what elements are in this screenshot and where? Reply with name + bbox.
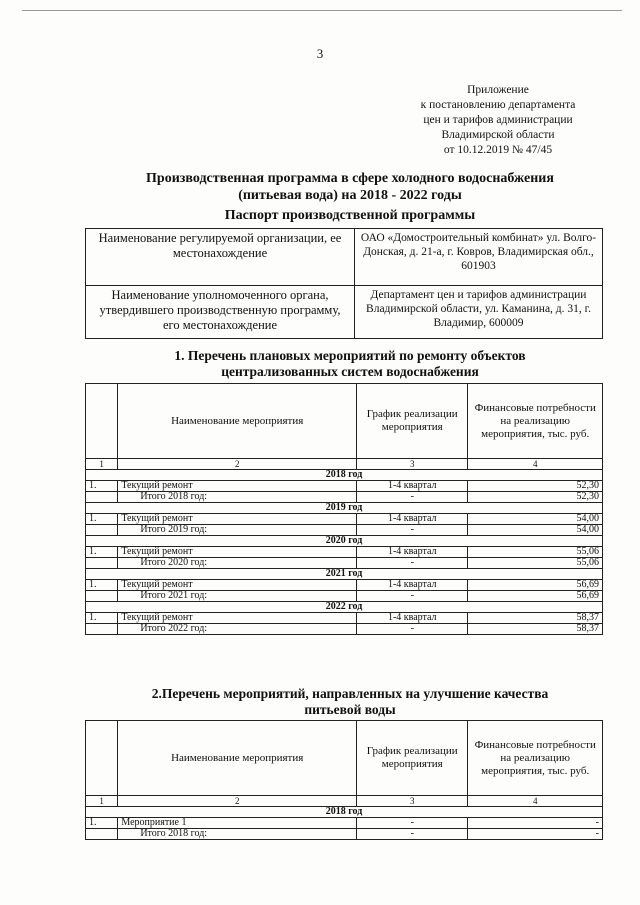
row-period: - bbox=[357, 818, 468, 829]
total-row bbox=[86, 829, 603, 840]
water-quality-table bbox=[85, 720, 603, 840]
section-title-line: питьевой воды bbox=[304, 702, 396, 717]
passport-label: Наименование уполномоченного органа, утвердившего производственную программу, его местонахождение bbox=[86, 286, 355, 339]
row-period: 1-4 квартал bbox=[357, 613, 468, 624]
header-finance: Финансовые потребности на реализацию мероприятия, тыс. руб. bbox=[468, 384, 603, 459]
repair-activities-table bbox=[85, 383, 603, 635]
total-row bbox=[86, 591, 603, 602]
total-row bbox=[86, 624, 603, 635]
total-amount: 54,00 bbox=[468, 525, 603, 536]
total-row bbox=[86, 558, 603, 569]
table-row bbox=[86, 547, 603, 558]
column-number-row bbox=[86, 796, 603, 807]
row-num: 1. bbox=[86, 481, 118, 492]
total-amount: 55,06 bbox=[468, 558, 603, 569]
total-label: Итого 2021 год: bbox=[118, 591, 357, 602]
year-label: 2022 год bbox=[86, 602, 603, 613]
table-row bbox=[86, 613, 603, 624]
appendix-line: цен и тарифов администрации bbox=[423, 114, 573, 126]
table-row bbox=[86, 514, 603, 525]
year-row bbox=[86, 536, 603, 547]
year-row bbox=[86, 807, 603, 818]
table-header-row bbox=[86, 384, 603, 459]
total-period: - bbox=[357, 591, 468, 602]
total-row bbox=[86, 492, 603, 503]
row-num: 1. bbox=[86, 613, 118, 624]
year-row bbox=[86, 503, 603, 514]
row-num: 1. bbox=[86, 514, 118, 525]
total-row bbox=[86, 525, 603, 536]
header-finance: Финансовые потребности на реализацию мероприятия, тыс. руб. bbox=[468, 721, 603, 796]
passport-row bbox=[86, 229, 603, 286]
year-label: 2019 год bbox=[86, 503, 603, 514]
total-amount: - bbox=[468, 829, 603, 840]
year-row bbox=[86, 569, 603, 580]
row-item: Текущий ремонт bbox=[118, 547, 357, 558]
passport-row bbox=[86, 286, 603, 339]
row-amount: 54,00 bbox=[468, 514, 603, 525]
row-period: 1-4 квартал bbox=[357, 580, 468, 591]
col-number: 4 bbox=[468, 459, 603, 470]
passport-title: Паспорт производственной программы bbox=[224, 208, 476, 223]
header-num bbox=[86, 721, 118, 796]
title-line: Производственная программа в сфере холодного водоснабжения bbox=[146, 171, 554, 186]
total-num bbox=[86, 525, 118, 536]
col-number: 2 bbox=[118, 796, 357, 807]
total-label: Итого 2022 год: bbox=[118, 624, 357, 635]
row-amount: 52,30 bbox=[468, 481, 603, 492]
scan-edge-line bbox=[22, 10, 622, 11]
row-num: 1. bbox=[86, 547, 118, 558]
appendix-block bbox=[398, 83, 598, 158]
year-label: 2020 год bbox=[86, 536, 603, 547]
total-num bbox=[86, 624, 118, 635]
total-amount: 58,37 bbox=[468, 624, 603, 635]
row-amount: 55,06 bbox=[468, 547, 603, 558]
table-row bbox=[86, 818, 603, 829]
col-number: 1 bbox=[86, 459, 118, 470]
row-item: Текущий ремонт bbox=[118, 580, 357, 591]
title-line: (питьевая вода) на 2018 - 2022 годы bbox=[238, 188, 462, 203]
total-num bbox=[86, 591, 118, 602]
passport-label: Наименование регулируемой организации, ее местонахождение bbox=[86, 229, 355, 286]
total-period: - bbox=[357, 525, 468, 536]
row-item: Текущий ремонт bbox=[118, 481, 357, 492]
year-label: 2021 год bbox=[86, 569, 603, 580]
table-row bbox=[86, 580, 603, 591]
passport-value: Департамент цен и тарифов администрации Владимирской области, ул. Каманина, д. 31, г. Владимир, 600009 bbox=[355, 286, 603, 339]
header-schedule: График реализации мероприятия bbox=[357, 721, 468, 796]
section-title-line: 1. Перечень плановых мероприятий по ремонту объектов bbox=[174, 348, 526, 363]
total-num bbox=[86, 558, 118, 569]
col-number: 4 bbox=[468, 796, 603, 807]
col-number: 3 bbox=[357, 796, 468, 807]
year-row bbox=[86, 470, 603, 481]
row-num: 1. bbox=[86, 580, 118, 591]
section1-title bbox=[60, 348, 640, 380]
page-number: 3 bbox=[316, 46, 324, 61]
document-title bbox=[60, 170, 640, 204]
row-item: Текущий ремонт bbox=[118, 514, 357, 525]
appendix-line: от 10.12.2019 № 47/45 bbox=[443, 144, 553, 156]
total-num bbox=[86, 492, 118, 503]
section2-title bbox=[60, 686, 640, 718]
table-header-row bbox=[86, 721, 603, 796]
passport-table bbox=[85, 228, 603, 339]
column-number-row bbox=[86, 459, 603, 470]
row-item: Текущий ремонт bbox=[118, 613, 357, 624]
row-amount: 58,37 bbox=[468, 613, 603, 624]
year-row bbox=[86, 602, 603, 613]
row-period: 1-4 квартал bbox=[357, 514, 468, 525]
appendix-line: к постановлению департамента bbox=[420, 99, 576, 111]
row-period: 1-4 квартал bbox=[357, 481, 468, 492]
row-item: Мероприятие 1 bbox=[118, 818, 357, 829]
total-period: - bbox=[357, 624, 468, 635]
total-label: Итого 2018 год: bbox=[118, 492, 357, 503]
total-period: - bbox=[357, 829, 468, 840]
section-title-line: 2.Перечень мероприятий, направленных на улучшение качества bbox=[151, 686, 549, 701]
total-amount: 56,69 bbox=[468, 591, 603, 602]
total-amount: 52,30 bbox=[468, 492, 603, 503]
col-number: 2 bbox=[118, 459, 357, 470]
total-num bbox=[86, 829, 118, 840]
row-amount: - bbox=[468, 818, 603, 829]
total-label: Итого 2018 год: bbox=[118, 829, 357, 840]
col-number: 3 bbox=[357, 459, 468, 470]
col-number: 1 bbox=[86, 796, 118, 807]
total-period: - bbox=[357, 492, 468, 503]
appendix-line: Приложение bbox=[467, 84, 529, 96]
total-label: Итого 2020 год: bbox=[118, 558, 357, 569]
total-label: Итого 2019 год: bbox=[118, 525, 357, 536]
header-schedule: График реализации мероприятия bbox=[357, 384, 468, 459]
year-label: 2018 год bbox=[86, 470, 603, 481]
year-label: 2018 год bbox=[86, 807, 603, 818]
header-name: Наименование мероприятия bbox=[118, 721, 357, 796]
table-row bbox=[86, 481, 603, 492]
header-num bbox=[86, 384, 118, 459]
section-title-line: централизованных систем водоснабжения bbox=[221, 364, 479, 379]
header-name: Наименование мероприятия bbox=[118, 384, 357, 459]
row-period: 1-4 квартал bbox=[357, 547, 468, 558]
total-period: - bbox=[357, 558, 468, 569]
passport-value: ОАО «Домостроительный комбинат» ул. Волго-Донская, д. 21-а, г. Ковров, Владимирская обл., 601903 bbox=[355, 229, 603, 286]
row-num: 1. bbox=[86, 818, 118, 829]
row-amount: 56,69 bbox=[468, 580, 603, 591]
appendix-line: Владимирской области bbox=[441, 129, 555, 141]
